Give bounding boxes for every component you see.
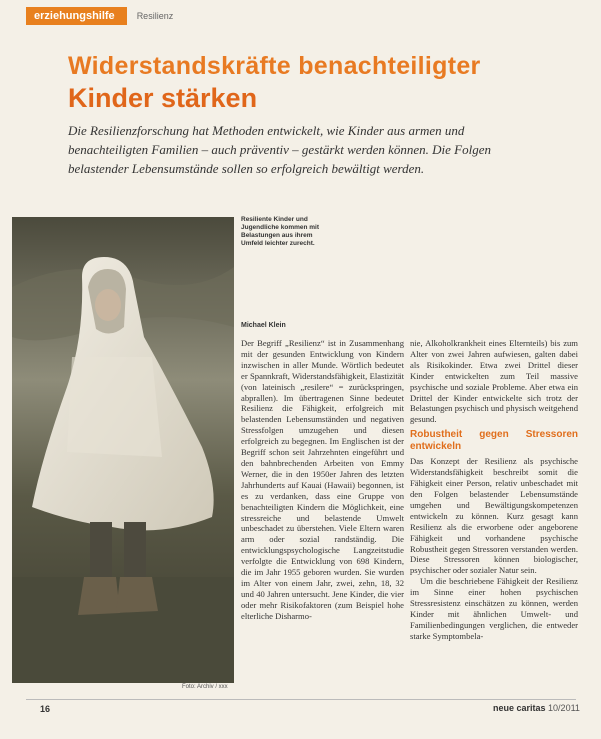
- photo-caption: Resiliente Kinder und Jugendliche kommen mit Belastungen aus ihrem Umfeld leichter zurecht.: [241, 216, 320, 247]
- photo-credit: Foto: Archiv / xxx: [182, 684, 228, 690]
- magazine-name: [493, 703, 580, 713]
- page-number: 16: [40, 704, 51, 714]
- subheading: Robustheit gegen Stressoren entwickeln: [410, 429, 578, 453]
- body-text: Das Konzept der Resilienz als psychische Widerstandsfähigkeit beschreibt somit die Fähigkeit einer Person, relativ unbeschadet mit den Folgen belastender Lebensumstände umgehen und Bewältigungskompetenzen entwickeln zu können. Kurz gesagt kann Resilienz als die erworbene oder angeborene Fähigkeit und vorhandene psychische Robustheit gegen Stressoren verstanden werden. Diese Stressoren können biologischer, psychischer oder sozialer Natur sein.: [410, 456, 578, 576]
- body-text: Um die beschriebene Fähigkeit der Resilienz im Sinne einer hohen psychischen Stressresistenz einschätzen zu können, werden Kinder mit ähnlichen Umwelt- und Familienbedingungen verglichen, die entweder starke Symptombela-: [410, 576, 578, 641]
- subsection-label: Resilienz: [136, 11, 174, 21]
- body-column-1: [241, 338, 404, 691]
- issue-number: 10/2011: [548, 703, 580, 713]
- magazine-title: neue caritas: [493, 703, 546, 713]
- article-lead: Die Resilienzforschung hat Methoden entwickelt, wie Kinder aus armen und benachteiligten Familien – auch präventiv – gestärkt werden können. Die Folgen belastender Lebensumstände sollen so erfolgreich bewältigt werden.: [68, 123, 491, 176]
- author-name: Michael Klein: [241, 322, 286, 329]
- body-text: nie, Alkoholkrankheit eines Elternteils) bis zum Alter von zwei Jahren aufwiesen, galten dabei als Risikokinder. Etwa zwei Drittel dieser Kinder entwickelten zum Teil massive psychische und soziale Probleme. Aber etwa ein Drittel der Kinder entwickelte sich trotz der Belastungen psychisch und physisch weitgehend gesund.: [410, 338, 578, 425]
- child-raincoat-photo: [12, 217, 234, 683]
- footer-rule: [26, 699, 576, 700]
- section-header: [26, 8, 173, 24]
- body-column-2: [410, 338, 578, 642]
- article-title-line2: Kinder stärken: [68, 83, 258, 113]
- article-title-line1: Widerstandskräfte benachteiligter: [68, 52, 481, 80]
- body-text: Der Begriff „Resilienz“ ist in Zusammenhang mit der gesunden Entwicklung von Kindern inzwischen in aller Munde. Wörtlich bedeutet er Spannkraft, Widerstandsfähigkeit, Elastizität (von lateinisch „resilere“ = zurückspringen, abprallen). Im übertragenen Sinne bedeutet Resilienz die Fähigkeit, erfolgreich mit belastenden Lebensumständen und negativen Stressfolgen umzugehen und diesen erfolgreich zu begegnen. Im Englischen ist der Begriff schon seit Jahrzehnten eingeführt und den bahnbrechenden Arbeiten von Emmy Werner, die in den 1950er Jahren des letzten Jahrhunderts auf Kauai (Hawaii) begonnen, ist es zu verdanken, dass eine Gruppe von benachteiligten Kindern die Möglichkeit, eine stressreiche und belastende Umwelt unbeschadet zu überstehen. Viele Eltern waren arm oder sozial randständig. Die entwicklungspsychologische Langzeitstudie verfolgte die Entwicklung von 698 Kindern, die im Jahr 1955 geboren wurden. Sie wurden im Alter von einem Jahr, zwei, zehn, 18, 32 und 40 Jahren untersucht. Jene Kinder, die vier oder mehr Risikofaktoren (zum Beispiel hohe elterliche Disharmo-: [241, 338, 404, 621]
- section-tag: erziehungshilfe: [26, 7, 127, 25]
